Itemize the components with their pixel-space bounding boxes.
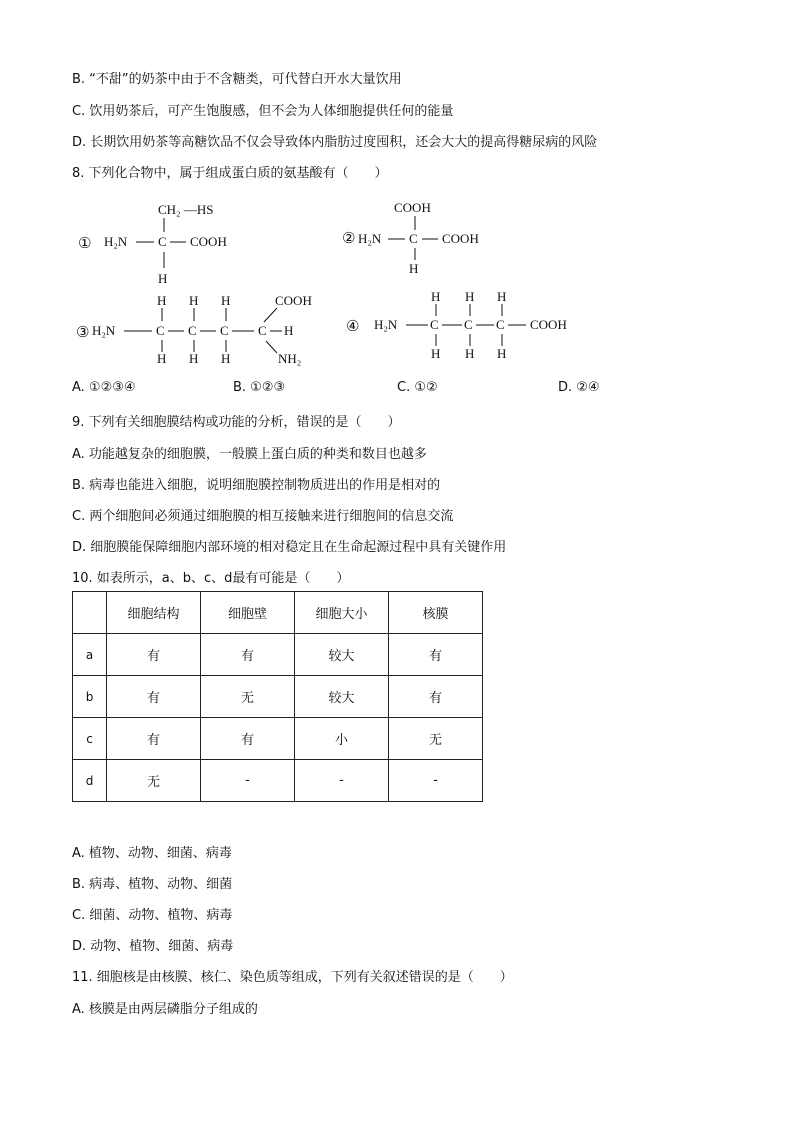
table-row xyxy=(73,760,483,802)
svg-text:C: C xyxy=(188,323,197,338)
table-cell: 有 xyxy=(389,634,483,676)
table-cell: d xyxy=(73,760,107,802)
structure-3-carboxyl: COOH xyxy=(275,293,312,308)
table-cell: c xyxy=(73,718,107,760)
table-header-cell: 细胞大小 xyxy=(295,592,389,634)
table-row xyxy=(73,676,483,718)
svg-text:C: C xyxy=(220,323,229,338)
table-row xyxy=(73,718,483,760)
q7-option-b: B. “不甜”的奶茶中由于不含糖类，可代替白开水大量饮用 xyxy=(72,72,402,87)
q8-option-c: C. ①② xyxy=(397,380,438,395)
table-cell: 较大 xyxy=(295,676,389,718)
structure-4-carboxyl: COOH xyxy=(530,317,567,332)
table-cell: 无 xyxy=(389,718,483,760)
structure-1-side-chain: CH₂ —HS xyxy=(158,202,214,217)
structure-1-amino: H₂N xyxy=(104,234,128,249)
svg-text:H: H xyxy=(157,351,167,366)
table-cell: - xyxy=(201,760,295,802)
table-cell: 无 xyxy=(201,676,295,718)
table-cell: 有 xyxy=(389,676,483,718)
structure-2-carboxyl-top: COOH xyxy=(394,200,431,215)
svg-text:H: H xyxy=(189,351,199,366)
q11-option-a: A. 核膜是由两层磷脂分子组成的 xyxy=(72,1002,258,1017)
q9-option-a: A. 功能越复杂的细胞膜，一般膜上蛋白质的种类和数目也越多 xyxy=(72,447,427,462)
structure-3 xyxy=(76,293,312,366)
svg-text:H: H xyxy=(431,346,441,361)
q9-option-b: B. 病毒也能进入细胞，说明细胞膜控制物质进出的作用是相对的 xyxy=(72,478,441,493)
table-header-cell: 核膜 xyxy=(389,592,483,634)
svg-text:C: C xyxy=(430,317,439,332)
q8-options xyxy=(72,380,732,398)
structure-2-hydrogen: H xyxy=(409,261,419,276)
table-cell: 有 xyxy=(201,718,295,760)
structure-1-carboxyl: COOH xyxy=(190,234,227,249)
q10-option-b: B. 病毒、植物、动物、细菌 xyxy=(72,877,233,892)
svg-text:H: H xyxy=(189,293,199,308)
structure-4 xyxy=(346,289,567,361)
q7-option-c: C. 饮用奶茶后，可产生饱腹感，但不会为人体细胞提供任何的能量 xyxy=(72,104,454,119)
table-cell: - xyxy=(389,760,483,802)
q8-stem: 8. 下列化合物中，属于组成蛋白质的氨基酸有（ ） xyxy=(72,166,388,181)
structure-1 xyxy=(78,202,227,286)
table-cell: 小 xyxy=(295,718,389,760)
svg-text:C: C xyxy=(258,323,267,338)
structure-2-carboxyl: COOH xyxy=(442,231,479,246)
table-cell: 有 xyxy=(201,634,295,676)
table-cell: 有 xyxy=(107,676,201,718)
svg-text:H: H xyxy=(465,346,475,361)
q10-option-d: D. 动物、植物、细菌、病毒 xyxy=(72,939,234,954)
structure-1-hydrogen: H xyxy=(158,271,168,286)
table-header-cell xyxy=(73,592,107,634)
structure-2 xyxy=(342,200,479,276)
structure-2-amino: H₂N xyxy=(358,231,382,246)
q7-option-d: D. 长期饮用奶茶等高糖饮品不仅会导致体内脂肪过度囤积，还会大大的提高得糖尿病的风险 xyxy=(72,135,598,150)
table-cell: 有 xyxy=(107,718,201,760)
svg-text:H: H xyxy=(497,346,507,361)
structure-4-amino: H₂N xyxy=(374,317,398,332)
svg-text:H: H xyxy=(431,289,441,304)
q8-option-b: B. ①②③ xyxy=(233,380,286,395)
q10-option-c: C. 细菌、动物、植物、病毒 xyxy=(72,908,233,923)
q9-option-c: C. 两个细胞间必须通过细胞膜的相互接触来进行细胞间的信息交流 xyxy=(72,509,454,524)
table-header-cell: 细胞壁 xyxy=(201,592,295,634)
structure-1-number: ① xyxy=(78,234,92,252)
svg-text:H: H xyxy=(284,323,294,338)
q10-option-a: A. 植物、动物、细菌、病毒 xyxy=(72,846,232,861)
q8-option-a: A. ①②③④ xyxy=(72,380,136,395)
structure-3-number: ③ xyxy=(76,323,90,341)
table-row xyxy=(73,634,483,676)
q8-option-d: D. ②④ xyxy=(558,380,600,395)
svg-text:H: H xyxy=(221,351,231,366)
structure-1-alpha-carbon: C xyxy=(158,234,167,249)
q9-stem: 9. 下列有关细胞膜结构或功能的分析，错误的是（ ） xyxy=(72,415,401,430)
structure-2-number: ② xyxy=(342,229,356,247)
amino-acid-structures xyxy=(72,196,632,371)
table-header-cell: 细胞结构 xyxy=(107,592,201,634)
svg-text:H: H xyxy=(465,289,475,304)
table-cell: - xyxy=(295,760,389,802)
svg-text:C: C xyxy=(156,323,165,338)
table-cell: a xyxy=(73,634,107,676)
svg-text:H: H xyxy=(157,293,167,308)
q10-stem: 10. 如表所示，a、b、c、d最有可能是（ ） xyxy=(72,571,350,586)
q11-stem: 11. 细胞核是由核膜、核仁、染色质等组成，下列有关叙述错误的是（ ） xyxy=(72,970,513,985)
structure-4-number: ④ xyxy=(346,317,360,335)
q10-table xyxy=(72,591,483,802)
table-header-row xyxy=(73,592,483,634)
structure-3-amino: H₂N xyxy=(92,323,116,338)
table-cell: 无 xyxy=(107,760,201,802)
svg-text:C: C xyxy=(464,317,473,332)
table-cell: 较大 xyxy=(295,634,389,676)
svg-text:H: H xyxy=(497,289,507,304)
table-cell: 有 xyxy=(107,634,201,676)
table-cell: b xyxy=(73,676,107,718)
svg-text:H: H xyxy=(221,293,231,308)
svg-text:C: C xyxy=(496,317,505,332)
q9-option-d: D. 细胞膜能保障细胞内部环境的相对稳定且在生命起源过程中具有关键作用 xyxy=(72,540,507,555)
structure-3-side-amino: NH₂ xyxy=(278,351,302,366)
structure-2-alpha-carbon: C xyxy=(409,231,418,246)
